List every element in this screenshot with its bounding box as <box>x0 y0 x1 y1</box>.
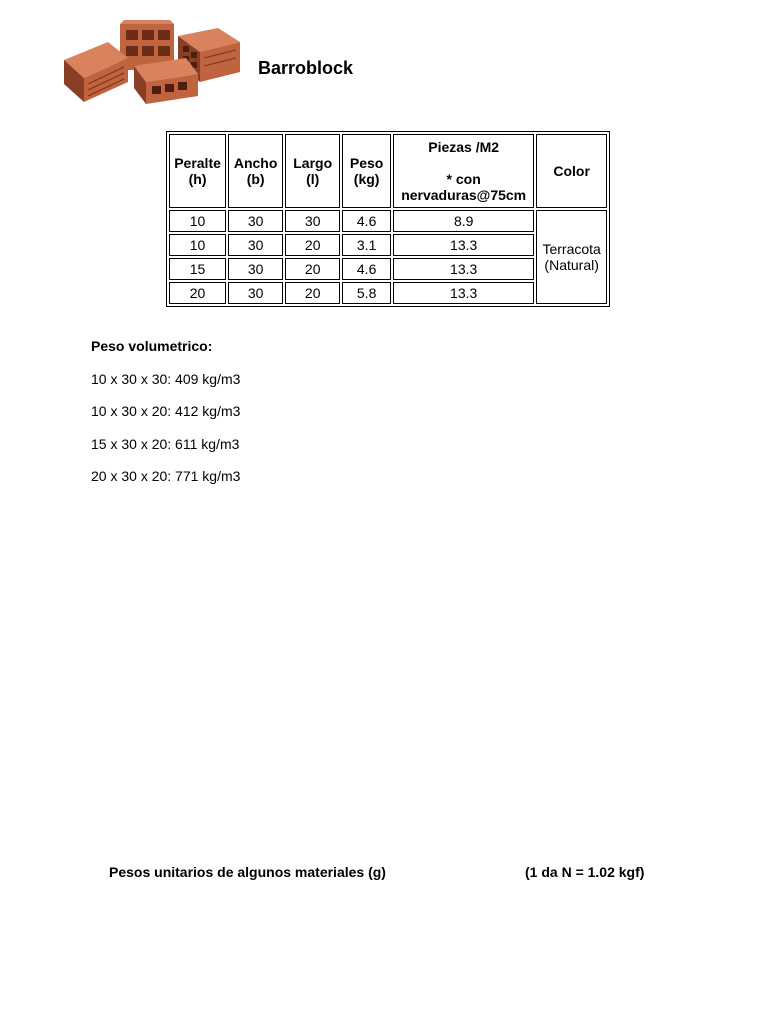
table-cell: 4.6 <box>342 258 391 280</box>
header-peso: Peso (kg) <box>342 134 391 208</box>
volumetric-line: 20 x 30 x 20: 771 kg/m3 <box>91 468 241 484</box>
clay-bricks-icon <box>58 20 244 108</box>
volumetric-line: 10 x 30 x 20: 412 kg/m3 <box>91 403 241 419</box>
table-cell: 13.3 <box>393 258 534 280</box>
table-cell: 30 <box>228 282 283 304</box>
table-cell: 30 <box>228 210 283 232</box>
table-cell: 20 <box>285 234 340 256</box>
unit-weights-heading: Pesos unitarios de algunos materiales (g) <box>109 864 386 880</box>
header-peralte: Peralte (h) <box>169 134 226 208</box>
table-cell: 20 <box>285 282 340 304</box>
header-ancho: Ancho (b) <box>228 134 283 208</box>
table-cell: 13.3 <box>393 282 534 304</box>
table-cell: 15 <box>169 258 226 280</box>
table-cell: 10 <box>169 234 226 256</box>
volumetric-line: 15 x 30 x 20: 611 kg/m3 <box>91 436 240 452</box>
table-cell: 13.3 <box>393 234 534 256</box>
page-title: Barroblock <box>258 58 354 78</box>
table-cell: 30 <box>228 258 283 280</box>
table-cell: 30 <box>285 210 340 232</box>
header-largo: Largo (l) <box>285 134 340 208</box>
table-cell: 3.1 <box>342 234 391 256</box>
table-cell: 8.9 <box>393 210 534 232</box>
table-header-row <box>169 134 607 208</box>
table-cell: 30 <box>228 234 283 256</box>
header-piezas: Piezas /M2 * con nervaduras@75cm <box>393 134 534 208</box>
header-color: Color <box>536 134 607 208</box>
barroblock-spec-table <box>166 131 610 307</box>
table-cell: 10 <box>169 210 226 232</box>
table-cell: 20 <box>169 282 226 304</box>
volumetric-line: 10 x 30 x 30: 409 kg/m3 <box>91 371 241 387</box>
volumetric-weight-heading: Peso volumetrico: <box>91 338 213 354</box>
table-cell: 20 <box>285 258 340 280</box>
table-cell: 5.8 <box>342 282 391 304</box>
color-cell: Terracota (Natural) <box>536 210 607 304</box>
unit-conversion-note: (1 da N = 1.02 kgf) <box>525 864 645 880</box>
table-cell: 4.6 <box>342 210 391 232</box>
table-row <box>169 210 607 232</box>
